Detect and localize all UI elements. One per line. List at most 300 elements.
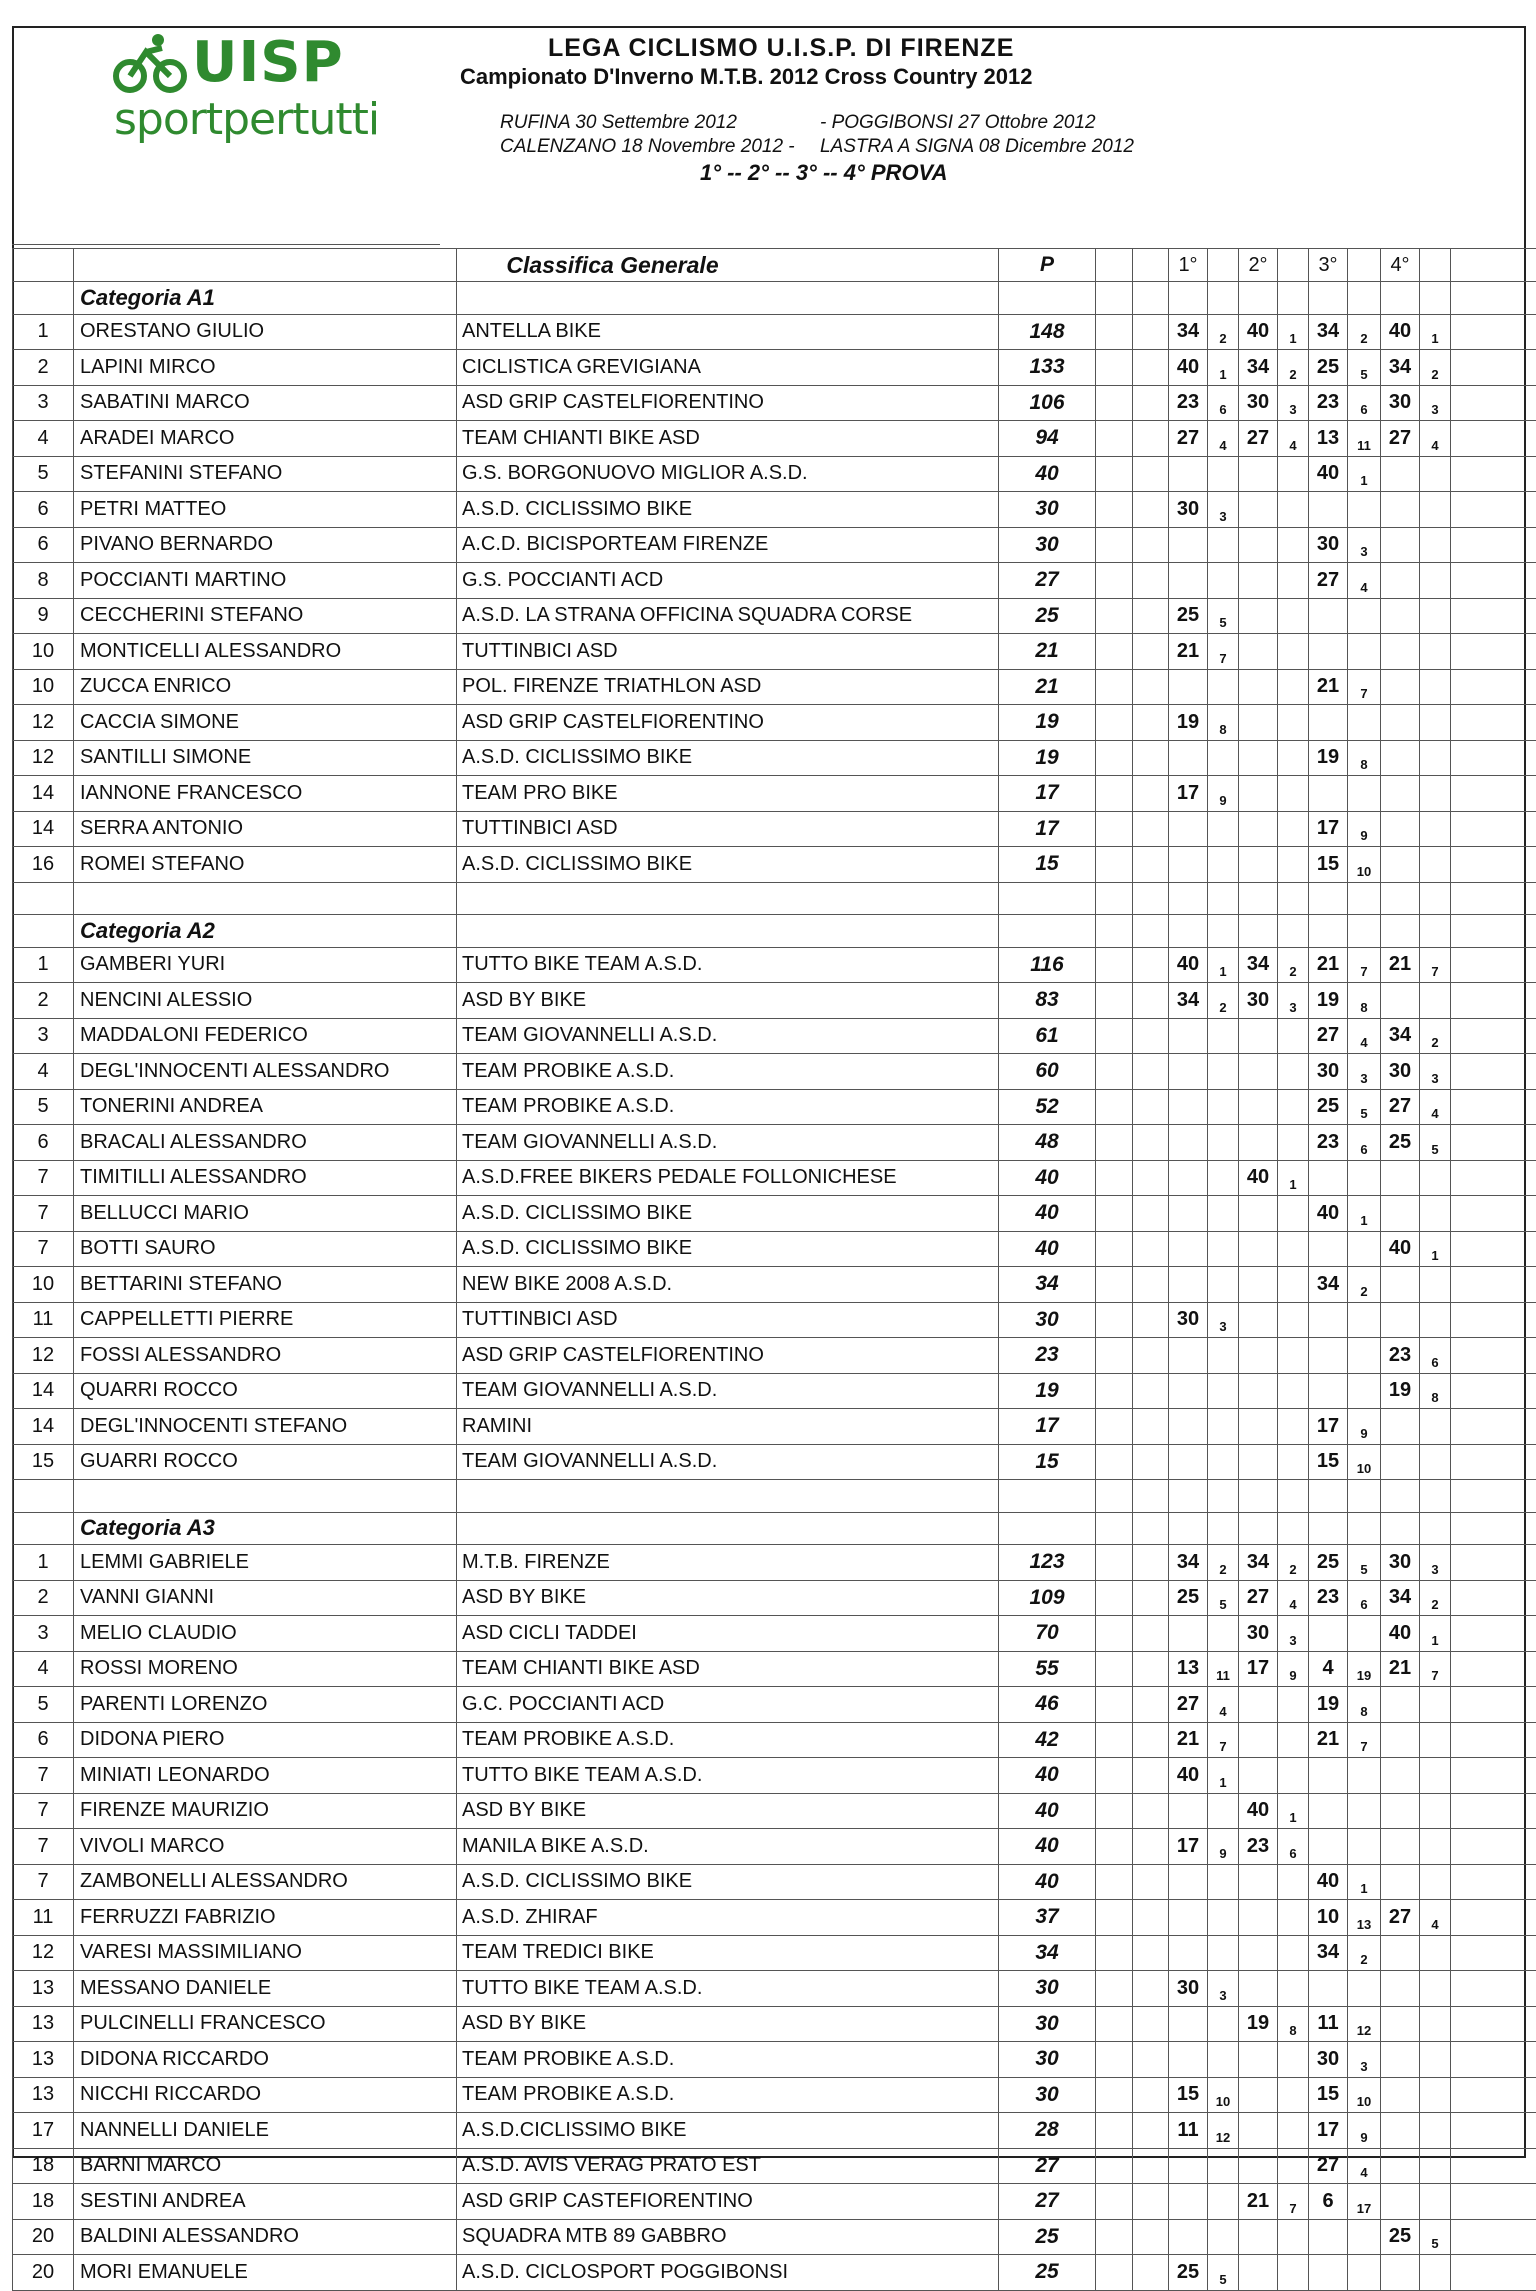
round-2-position-cell: 2 [1278, 350, 1309, 386]
round-2-score-cell [1239, 1687, 1278, 1723]
round-1-position-cell: 10 [1208, 2077, 1239, 2113]
team-cell: TEAM CHIANTI BIKE ASD [457, 421, 999, 457]
round-3-score-cell [1309, 1616, 1348, 1652]
empty-cell [1096, 1302, 1133, 1338]
table-row [13, 2006, 1536, 2042]
round-3-score-cell: 4 [1309, 1651, 1348, 1687]
empty-cell [13, 915, 74, 948]
round-4-score-cell [1381, 1722, 1420, 1758]
empty-cell [1239, 1512, 1278, 1545]
rider-name-cell: GAMBERI YURI [74, 947, 457, 983]
round-2-position-cell [1278, 669, 1309, 705]
round-2-position-cell [1278, 1089, 1309, 1125]
empty-cell [1451, 492, 1536, 528]
round-4-score-cell [1381, 776, 1420, 812]
empty-cell [1133, 1971, 1169, 2007]
round-3-score-cell: 15 [1309, 847, 1348, 883]
round-1-score-cell [1169, 1338, 1208, 1374]
round-1-position-cell [1208, 1267, 1239, 1303]
round-1-position-cell [1208, 456, 1239, 492]
round-3-score-cell: 30 [1309, 527, 1348, 563]
table-row [13, 1580, 1536, 1616]
round-2-score-cell: 40 [1239, 1793, 1278, 1829]
empty-cell [13, 882, 74, 915]
empty-cell [1451, 1580, 1536, 1616]
round-2-position-cell [1278, 1196, 1309, 1232]
round-4-score-cell [1381, 669, 1420, 705]
rank-cell: 12 [13, 1935, 74, 1971]
empty-cell [1169, 915, 1208, 948]
round-2-position-cell [1278, 1018, 1309, 1054]
empty-cell [1420, 282, 1451, 315]
round-4-score-cell: 40 [1381, 314, 1420, 350]
empty-cell [1451, 1758, 1536, 1794]
round-1-position-cell [1208, 1160, 1239, 1196]
empty-cell [1381, 882, 1420, 915]
round-3-score-cell [1309, 1793, 1348, 1829]
rank-cell: 4 [13, 1651, 74, 1687]
empty-cell [1133, 947, 1169, 983]
round-1-score-cell: 27 [1169, 1687, 1208, 1723]
empty-cell [1096, 1935, 1133, 1971]
round-4-position-cell [1420, 1687, 1451, 1723]
rider-name-cell: BETTARINI STEFANO [74, 1267, 457, 1303]
empty-cell [1096, 1793, 1133, 1829]
round-1-score-cell [1169, 1444, 1208, 1480]
round-1-position-cell [1208, 1409, 1239, 1445]
round-3-position-cell [1348, 776, 1381, 812]
round-2-position-cell: 2 [1278, 1545, 1309, 1581]
round-3-position-cell [1348, 1971, 1381, 2007]
round-3-position-cell: 5 [1348, 350, 1381, 386]
empty-cell [1133, 2255, 1169, 2291]
empty-cell [1239, 282, 1278, 315]
table-row [13, 811, 1536, 847]
round-4-header: 4° [1381, 249, 1420, 282]
round-3-position-cell [1348, 1338, 1381, 1374]
rank-cell: 12 [13, 740, 74, 776]
team-cell: M.T.B. FIRENZE [457, 1545, 999, 1581]
round-4-score-cell [1381, 1196, 1420, 1232]
round-2-position-cell [1278, 1409, 1309, 1445]
empty-cell [1451, 2255, 1536, 2291]
empty-cell [1381, 1480, 1420, 1513]
round-1-score-cell [1169, 1864, 1208, 1900]
round-4-position-cell [1420, 1758, 1451, 1794]
empty-cell [1096, 1758, 1133, 1794]
round-1-position-cell: 9 [1208, 776, 1239, 812]
round-2-position-cell [1278, 1444, 1309, 1480]
round-1-position-cell: 3 [1208, 1302, 1239, 1338]
empty-cell [1096, 1373, 1133, 1409]
round-4-score-cell [1381, 563, 1420, 599]
round-3-score-cell: 25 [1309, 350, 1348, 386]
empty-cell [1451, 1545, 1536, 1581]
rider-name-cell: MADDALONI FEDERICO [74, 1018, 457, 1054]
empty-cell [1208, 915, 1239, 948]
team-cell: TEAM GIOVANNELLI A.S.D. [457, 1444, 999, 1480]
empty-cell [1096, 1616, 1133, 1652]
round-1-score-cell [1169, 847, 1208, 883]
team-cell: ANTELLA BIKE [457, 314, 999, 350]
round-1-position-cell [1208, 847, 1239, 883]
team-cell: A.C.D. BICISPORTEAM FIRENZE [457, 527, 999, 563]
round-2-position-cell [1278, 2113, 1309, 2149]
empty-cell [1451, 776, 1536, 812]
header-blank [74, 249, 457, 282]
round-2-score-cell [1239, 1971, 1278, 2007]
round-4-score-cell [1381, 705, 1420, 741]
empty-cell [1096, 1971, 1133, 2007]
empty-cell [1451, 669, 1536, 705]
round-1-score-cell [1169, 1900, 1208, 1936]
round-1-position-cell: 8 [1208, 705, 1239, 741]
round-2-score-cell: 40 [1239, 314, 1278, 350]
round-1-score-cell: 34 [1169, 983, 1208, 1019]
empty-cell [1096, 1409, 1133, 1445]
table-row [13, 1722, 1536, 1758]
total-points-cell: 30 [999, 492, 1096, 528]
empty-cell [1096, 492, 1133, 528]
table-row [13, 1687, 1536, 1723]
round-1-position-cell [1208, 1900, 1239, 1936]
round-1-position-cell [1208, 1125, 1239, 1161]
round-2-score-cell: 40 [1239, 1160, 1278, 1196]
empty-cell [1451, 350, 1536, 386]
round-2-position-cell [1278, 1267, 1309, 1303]
round-4-position-cell [1420, 740, 1451, 776]
empty-cell [1451, 1089, 1536, 1125]
empty-cell [1096, 385, 1133, 421]
round-4-score-cell [1381, 740, 1420, 776]
round-4-position-cell [1420, 2113, 1451, 2149]
round-4-position-cell [1420, 2148, 1451, 2184]
total-points-cell: 34 [999, 1267, 1096, 1303]
round-3-position-cell [1348, 634, 1381, 670]
empty-cell [457, 882, 999, 915]
empty-cell [1278, 1480, 1309, 1513]
rank-cell: 7 [13, 1793, 74, 1829]
round-1-score-cell: 17 [1169, 776, 1208, 812]
round-2-score-cell [1239, 1018, 1278, 1054]
rider-name-cell: MESSANO DANIELE [74, 1971, 457, 2007]
round-4-score-cell [1381, 492, 1420, 528]
empty-cell [1451, 385, 1536, 421]
round-1-position-cell: 4 [1208, 1687, 1239, 1723]
header-blank [1420, 249, 1451, 282]
document-subtitle: Campionato D'Inverno M.T.B. 2012 Cross Country 2012 [460, 64, 1032, 90]
table-row [13, 314, 1536, 350]
round-1-score-cell: 13 [1169, 1651, 1208, 1687]
empty-cell [1096, 1687, 1133, 1723]
total-points-cell: 40 [999, 1864, 1096, 1900]
table-row [13, 1125, 1536, 1161]
team-cell: A.S.D. CICLISSIMO BIKE [457, 492, 999, 528]
total-points-cell: 25 [999, 2219, 1096, 2255]
rider-name-cell: MORI EMANUELE [74, 2255, 457, 2291]
team-cell: POL. FIRENZE TRIATHLON ASD [457, 669, 999, 705]
header-rule [12, 244, 440, 245]
round-3-position-cell: 7 [1348, 669, 1381, 705]
rank-cell: 7 [13, 1829, 74, 1865]
round-2-position-cell [1278, 811, 1309, 847]
round-3-position-cell: 9 [1348, 1409, 1381, 1445]
round-3-position-cell: 6 [1348, 385, 1381, 421]
team-cell: G.S. POCCIANTI ACD [457, 563, 999, 599]
round-4-score-cell [1381, 811, 1420, 847]
round-4-position-cell [1420, 2184, 1451, 2220]
table-row [13, 385, 1536, 421]
round-2-position-cell [1278, 705, 1309, 741]
logo-brand-text: UISP [192, 30, 344, 95]
round-3-score-cell [1309, 2219, 1348, 2255]
rider-name-cell: BOTTI SAURO [74, 1231, 457, 1267]
round-3-position-cell: 8 [1348, 1687, 1381, 1723]
round-4-score-cell: 27 [1381, 1900, 1420, 1936]
rider-name-cell: SERRA ANTONIO [74, 811, 457, 847]
round-1-position-cell [1208, 1018, 1239, 1054]
empty-cell [1451, 598, 1536, 634]
empty-cell [1278, 1512, 1309, 1545]
round-2-score-cell [1239, 1373, 1278, 1409]
round-2-score-cell [1239, 1125, 1278, 1161]
empty-cell [999, 1512, 1096, 1545]
empty-cell [1133, 2006, 1169, 2042]
rank-cell: 16 [13, 847, 74, 883]
empty-cell [1133, 1444, 1169, 1480]
round-3-score-cell [1309, 1971, 1348, 2007]
empty-cell [1451, 634, 1536, 670]
empty-cell [1096, 705, 1133, 741]
empty-cell [1451, 2148, 1536, 2184]
round-4-score-cell: 34 [1381, 1018, 1420, 1054]
rider-name-cell: SABATINI MARCO [74, 385, 457, 421]
empty-cell [1451, 1054, 1536, 1090]
empty-cell [1381, 282, 1420, 315]
team-cell: A.S.D.CICLISSIMO BIKE [457, 2113, 999, 2149]
total-points-cell: 15 [999, 1444, 1096, 1480]
empty-cell [1133, 492, 1169, 528]
round-1-position-cell [1208, 1054, 1239, 1090]
round-4-score-cell [1381, 1935, 1420, 1971]
round-3-score-cell: 27 [1309, 563, 1348, 599]
round-1-score-cell: 15 [1169, 2077, 1208, 2113]
team-cell: TEAM PROBIKE A.S.D. [457, 1722, 999, 1758]
empty-cell [1133, 1687, 1169, 1723]
spacer-row [13, 1480, 1536, 1513]
round-4-position-cell [1420, 527, 1451, 563]
rank-cell: 4 [13, 1054, 74, 1090]
rider-name-cell: BALDINI ALESSANDRO [74, 2219, 457, 2255]
race-date-1: RUFINA 30 Settembre 2012 [500, 112, 737, 134]
rider-name-cell: VARESI MASSIMILIANO [74, 1935, 457, 1971]
empty-cell [1096, 1864, 1133, 1900]
team-cell: TEAM PROBIKE A.S.D. [457, 1054, 999, 1090]
empty-cell [1133, 811, 1169, 847]
round-3-score-cell [1309, 1338, 1348, 1374]
table-row [13, 2148, 1536, 2184]
team-cell: TEAM GIOVANNELLI A.S.D. [457, 1373, 999, 1409]
rank-cell: 5 [13, 456, 74, 492]
round-1-score-cell [1169, 1935, 1208, 1971]
round-4-position-cell: 2 [1420, 350, 1451, 386]
round-3-score-cell [1309, 492, 1348, 528]
round-3-position-cell: 4 [1348, 1018, 1381, 1054]
table-header-row [13, 249, 1536, 282]
round-3-score-cell: 34 [1309, 314, 1348, 350]
round-2-position-cell [1278, 2148, 1309, 2184]
round-4-score-cell: 25 [1381, 1125, 1420, 1161]
empty-cell [1096, 1125, 1133, 1161]
table-row [13, 1616, 1536, 1652]
empty-cell [1309, 1480, 1348, 1513]
rider-name-cell: PULCINELLI FRANCESCO [74, 2006, 457, 2042]
rider-name-cell: GUARRI ROCCO [74, 1444, 457, 1480]
table-row [13, 2184, 1536, 2220]
rider-name-cell: NANNELLI DANIELE [74, 2113, 457, 2149]
table-row [13, 350, 1536, 386]
round-1-position-cell [1208, 1373, 1239, 1409]
round-2-position-cell [1278, 598, 1309, 634]
round-1-position-cell [1208, 669, 1239, 705]
round-2-position-cell [1278, 634, 1309, 670]
round-4-score-cell [1381, 1302, 1420, 1338]
rider-name-cell: ZUCCA ENRICO [74, 669, 457, 705]
round-2-position-cell: 4 [1278, 1580, 1309, 1616]
round-3-score-cell: 19 [1309, 983, 1348, 1019]
empty-cell [1096, 1580, 1133, 1616]
round-3-score-cell [1309, 634, 1348, 670]
round-3-score-cell [1309, 1758, 1348, 1794]
category-header-row [13, 1512, 1536, 1545]
empty-cell [1420, 1512, 1451, 1545]
table-row [13, 1373, 1536, 1409]
empty-cell [1451, 282, 1536, 315]
rank-cell: 18 [13, 2184, 74, 2220]
team-cell: A.S.D. CICLISSIMO BIKE [457, 1196, 999, 1232]
round-4-score-cell: 40 [1381, 1616, 1420, 1652]
empty-cell [1133, 1512, 1169, 1545]
round-1-position-cell: 4 [1208, 421, 1239, 457]
rider-name-cell: VANNI GIANNI [74, 1580, 457, 1616]
round-3-score-cell: 15 [1309, 2077, 1348, 2113]
rank-cell: 3 [13, 1616, 74, 1652]
rank-cell: 13 [13, 1971, 74, 2007]
round-1-position-cell: 7 [1208, 1722, 1239, 1758]
rank-cell: 12 [13, 1338, 74, 1374]
team-cell: A.S.D. CICLISSIMO BIKE [457, 1864, 999, 1900]
round-1-position-cell [1208, 1196, 1239, 1232]
round-1-position-cell: 2 [1208, 314, 1239, 350]
round-3-score-cell: 10 [1309, 1900, 1348, 1936]
empty-cell [1096, 634, 1133, 670]
round-2-score-cell [1239, 563, 1278, 599]
round-1-position-cell [1208, 2006, 1239, 2042]
empty-cell [1096, 1338, 1133, 1374]
team-cell: TUTTO BIKE TEAM A.S.D. [457, 1758, 999, 1794]
rank-cell: 6 [13, 527, 74, 563]
empty-cell [1096, 350, 1133, 386]
total-points-cell: 21 [999, 634, 1096, 670]
empty-cell [1133, 2148, 1169, 2184]
empty-cell [1451, 882, 1536, 915]
team-cell: ASD CICLI TADDEI [457, 1616, 999, 1652]
empty-cell [1278, 882, 1309, 915]
round-4-score-cell [1381, 1409, 1420, 1445]
empty-cell [1096, 1267, 1133, 1303]
empty-cell [1451, 847, 1536, 883]
empty-cell [1096, 2006, 1133, 2042]
round-2-position-cell [1278, 740, 1309, 776]
total-points-cell: 48 [999, 1125, 1096, 1161]
rider-name-cell: ORESTANO GIULIO [74, 314, 457, 350]
round-1-position-cell [1208, 2219, 1239, 2255]
round-4-position-cell: 5 [1420, 1125, 1451, 1161]
empty-cell [1096, 2042, 1133, 2078]
round-1-score-cell: 30 [1169, 492, 1208, 528]
rank-cell: 6 [13, 1125, 74, 1161]
round-2-header: 2° [1239, 249, 1278, 282]
cyclist-logo-icon [112, 34, 190, 94]
round-4-score-cell: 40 [1381, 1231, 1420, 1267]
empty-cell [1451, 1512, 1536, 1545]
table-row [13, 776, 1536, 812]
round-1-position-cell [1208, 1444, 1239, 1480]
empty-cell [999, 282, 1096, 315]
round-4-position-cell [1420, 2255, 1451, 2291]
round-2-score-cell [1239, 740, 1278, 776]
round-3-score-cell: 25 [1309, 1545, 1348, 1581]
round-4-position-cell [1420, 1302, 1451, 1338]
round-2-score-cell [1239, 1444, 1278, 1480]
round-3-position-cell: 1 [1348, 1196, 1381, 1232]
rider-name-cell: DEGL'INNOCENTI STEFANO [74, 1409, 457, 1445]
round-3-score-cell: 25 [1309, 1089, 1348, 1125]
round-3-score-cell [1309, 1302, 1348, 1338]
empty-cell [1133, 1793, 1169, 1829]
round-3-position-cell: 3 [1348, 527, 1381, 563]
empty-cell [1133, 421, 1169, 457]
rider-name-cell: BRACALI ALESSANDRO [74, 1125, 457, 1161]
rider-name-cell: IANNONE FRANCESCO [74, 776, 457, 812]
empty-cell [1096, 527, 1133, 563]
round-3-score-cell: 34 [1309, 1935, 1348, 1971]
rider-name-cell: VIVOLI MARCO [74, 1829, 457, 1865]
header-blank [1208, 249, 1239, 282]
rider-name-cell: ZAMBONELLI ALESSANDRO [74, 1864, 457, 1900]
round-3-position-cell [1348, 598, 1381, 634]
round-2-position-cell: 1 [1278, 1793, 1309, 1829]
round-3-position-cell: 1 [1348, 1864, 1381, 1900]
total-points-cell: 19 [999, 740, 1096, 776]
round-1-position-cell: 7 [1208, 634, 1239, 670]
round-3-position-cell: 4 [1348, 2148, 1381, 2184]
empty-cell [1133, 1267, 1169, 1303]
empty-cell [1133, 1054, 1169, 1090]
round-3-score-cell: 17 [1309, 2113, 1348, 2149]
total-points-cell: 17 [999, 1409, 1096, 1445]
round-2-position-cell [1278, 527, 1309, 563]
empty-cell [1133, 456, 1169, 492]
round-2-position-cell: 1 [1278, 314, 1309, 350]
round-2-score-cell [1239, 1267, 1278, 1303]
empty-cell [999, 915, 1096, 948]
round-2-score-cell: 34 [1239, 947, 1278, 983]
rank-cell: 7 [13, 1196, 74, 1232]
team-cell: TEAM GIOVANNELLI A.S.D. [457, 1125, 999, 1161]
empty-cell [1451, 1829, 1536, 1865]
rider-name-cell: MINIATI LEONARDO [74, 1758, 457, 1794]
